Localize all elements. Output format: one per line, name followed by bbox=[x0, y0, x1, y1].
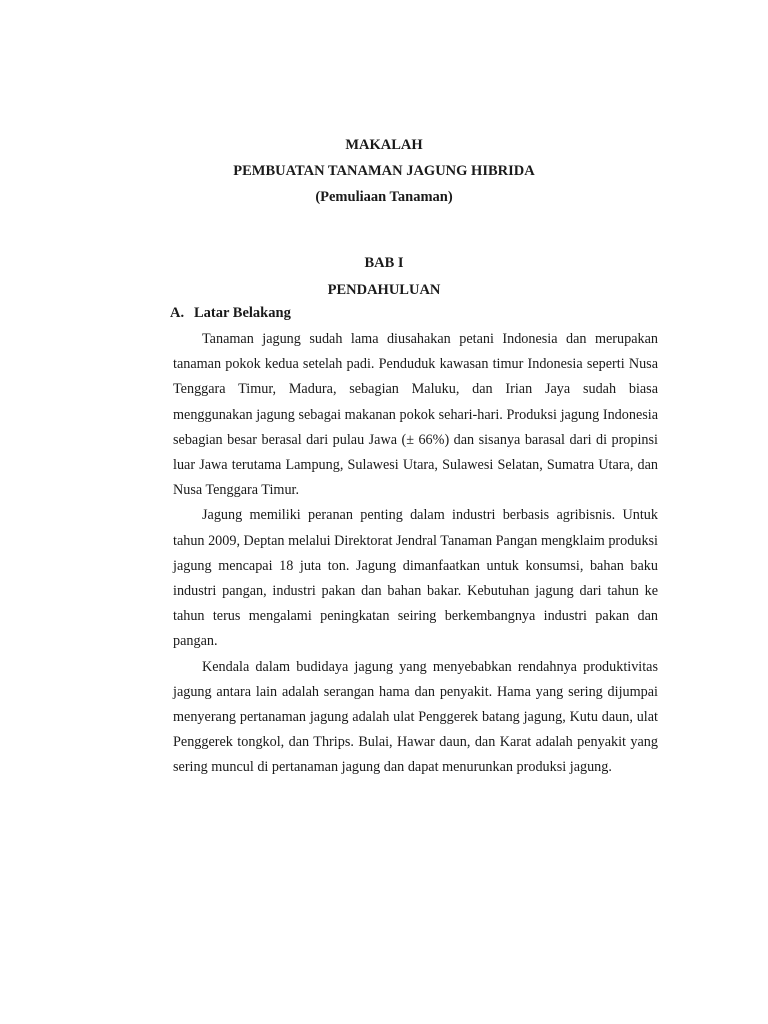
document-course: (Pemuliaan Tanaman) bbox=[315, 189, 453, 205]
paragraph: Kendala dalam budidaya jagung yang menyebabkan rendahnya produktivitas jagung antara lain adalah serangan hama dan penyakit. Hama yang sering dijumpai menyerang pertanaman jagung adalah ulat Penggerek batang jagung, Kutu daun, ulat Penggerek tongkol, dan Thrips. Bulai, Hawar daun, dan Karat adalah penyakit yang sering muncul di pertanaman jagung dan dapat menurunkan produksi jagung. bbox=[173, 658, 658, 776]
section-heading bbox=[170, 305, 291, 322]
section-title: Latar Belakang bbox=[194, 305, 291, 321]
paragraph: Jagung memiliki peranan penting dalam industri berbasis agribisnis. Untuk tahun 2009, Deptan melalui Direktorat Jendral Tanaman Pangan mengklaim produksi jagung mencapai 18 juta ton. Jagung dimanfaatkan untuk konsumsi, bahan baku industri pangan, industri pakan dan bahan bakar. Kebutuhan jagung dari tahun ke tahun terus mengalami peningkatan seiring berkembangnya industri pakan dan pangan. bbox=[173, 507, 658, 650]
body-text bbox=[173, 327, 658, 781]
chapter-number: BAB I bbox=[364, 255, 404, 271]
chapter-title: PENDAHULUAN bbox=[327, 282, 441, 298]
paragraph: Tanaman jagung sudah lama diusahakan petani Indonesia dan merupakan tanaman pokok kedua setelah padi. Penduduk kawasan timur Indonesia seperti Nusa Tenggara Timur, Madura, sebagian Maluku, dan Irian Jaya sudah biasa menggunakan jagung sebagai makanan pokok sehari-hari. Produksi jagung Indonesia sebagian besar berasal dari pulau Jawa (± 66%) dan sisanya barasal dari di propinsi luar Jawa terutama Lampung, Sulawesi Utara, Sulawesi Selatan, Sumatra Utara, dan Nusa Tenggara Timur. bbox=[173, 331, 658, 499]
section-letter: A. bbox=[170, 305, 185, 321]
document-title: MAKALAH bbox=[345, 137, 423, 153]
document-subtitle: PEMBUATAN TANAMAN JAGUNG HIBRIDA bbox=[233, 163, 535, 179]
